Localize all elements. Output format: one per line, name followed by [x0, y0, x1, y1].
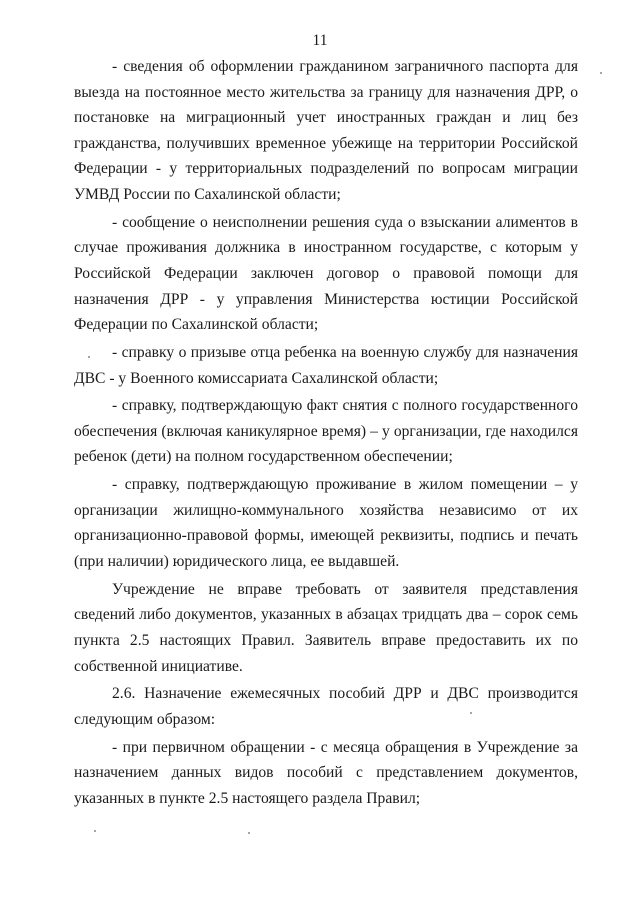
document-body — [74, 54, 578, 812]
scan-speck — [248, 832, 250, 834]
paragraph-institution-rights: Учреждение не вправе требовать от заявителя представления сведений либо документов, указанных в абзацах тридцать два – сорок семь пункта 2.5 настоящих Правил. Заявитель вправе предоставить их по собственной инициативе. — [74, 580, 578, 675]
scan-speck — [470, 712, 472, 714]
paragraph-section-2-6: 2.6. Назначение ежемесячных пособий ДРР и ДВС производится следующим образом: — [74, 685, 578, 728]
page-number: 11 — [312, 32, 328, 49]
paragraph-military-certificate: - справку о призыве отца ребенка на военную службу для назначения ДВС - у Военного комиссариата Сахалинской области; — [74, 343, 578, 387]
paragraph-first-application: - при первичном обращении - с месяца обращения в Учреждение за назначением данных видов пособий с представлением документов, указанных в пункте 2.5 настоящего раздела Правил; — [74, 738, 578, 807]
paragraph-state-support-certificate: - справку, подтверждающую факт снятия с полного государственного обеспечения (включая каникулярное время) – у организации, где находился ребенок (дети) на полном государственном обеспечении; — [74, 397, 578, 466]
paragraph-migration-info: - сведения об оформлении гражданином заграничного паспорта для выезда на постоянное место жительства за границу для назначения ДРР, о постановке на миграционный учет иностранных граждан и лиц без гражданства, получивших временное убежище на территории Российской Федерации - у территориальных подразделений по вопросам миграции УМВД России по Сахалинской области; — [74, 58, 578, 203]
scan-speck — [88, 356, 90, 358]
paragraph-alimony-notice: - сообщение о неисполнении решения суда о взыскании алиментов в случае проживания должника в иностранном государстве, с которым у Российской Федерации заключен договор о правовой помощи для назначения ДРР - у управления Министерства юстиции Российской Федерации по Сахалинской области; — [74, 213, 578, 334]
scan-speck — [600, 72, 602, 74]
paragraph-residence-certificate: - справку, подтверждающую проживание в жилом помещении – у организации жилищно-коммунального хозяйства независимо от их организационно-правовой формы, имеющей реквизиты, подпись и печать (при наличии) юридического лица, ее выдавшей. — [74, 476, 578, 571]
scan-speck — [94, 830, 96, 832]
